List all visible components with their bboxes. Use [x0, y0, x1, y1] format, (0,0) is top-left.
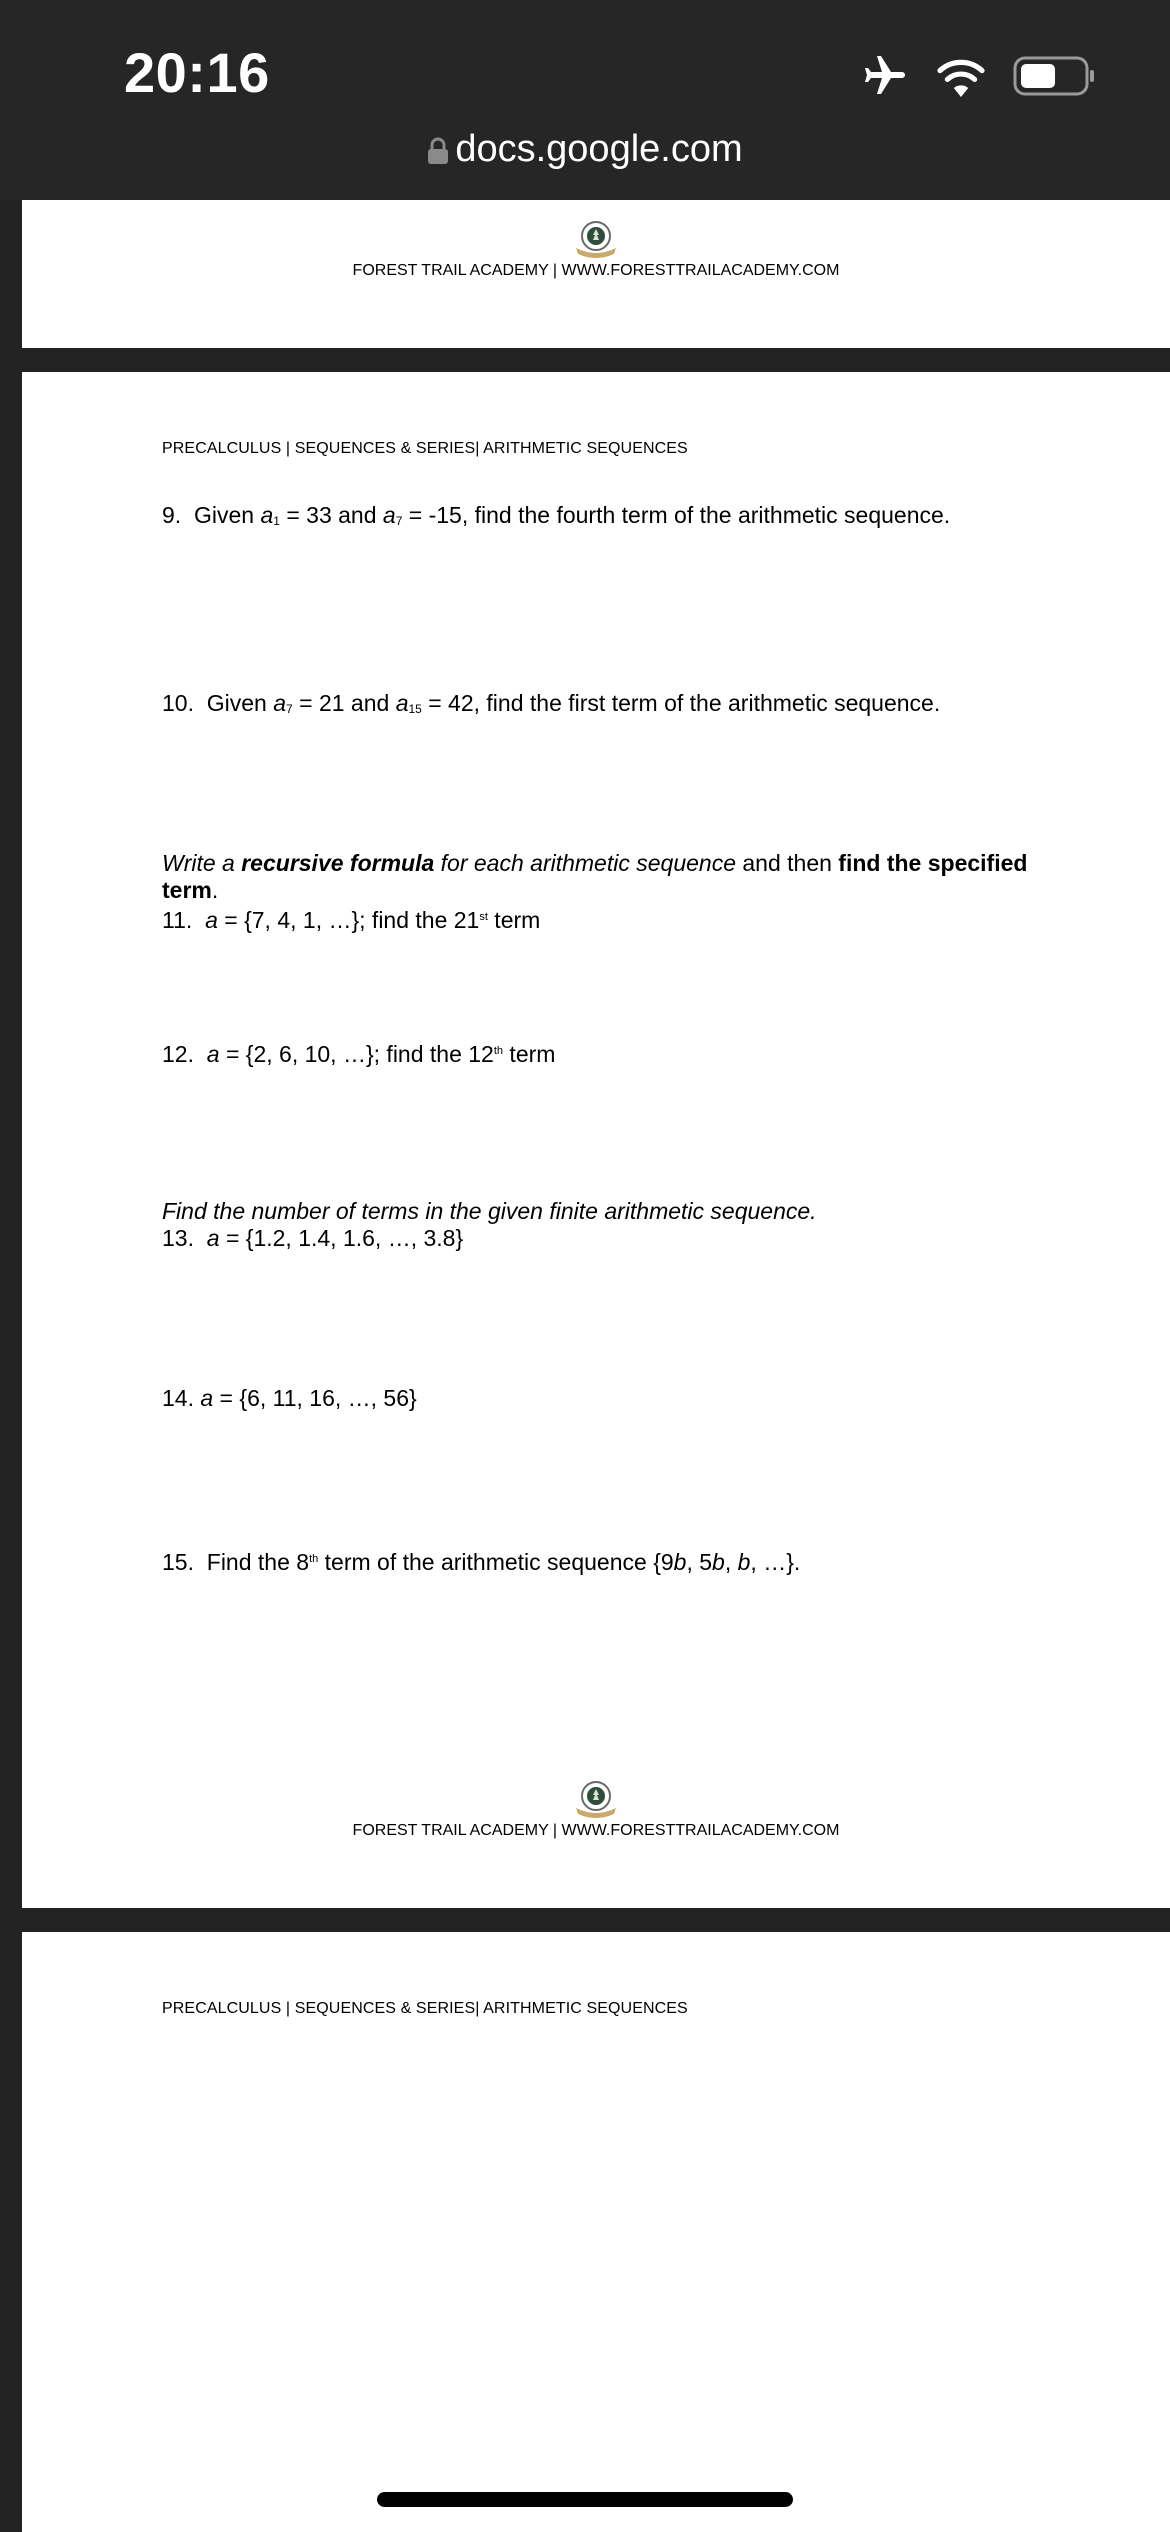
- page-footer: [22, 220, 1170, 280]
- instruction-recursive: Write a recursive formula for each arithmetic sequence and then find the specified term.: [162, 850, 1028, 903]
- question-9: 9. Given $a_1 = 33$ and $a_7 = -15$, find the fourth term of the arithmetic sequence.: [162, 502, 951, 528]
- home-indicator[interactable]: [377, 2492, 793, 2507]
- question-12: 12. a = {2, 6, 10, …}; find the 12th term: [162, 1041, 556, 1067]
- airplane-icon: [861, 52, 909, 100]
- status-bar: [0, 0, 1170, 200]
- question-11: 11. a = {7, 4, 1, …}; find the 21st term: [162, 907, 541, 933]
- footer-text: FOREST TRAIL ACADEMY | WWW.FORESTTRAILACADEMY.COM: [352, 1822, 840, 1839]
- address-bar[interactable]: [0, 128, 1170, 171]
- clock: 20:16: [124, 41, 270, 104]
- battery-icon: [1013, 56, 1095, 96]
- question-14: 14. a = {6, 11, 16, …, 56}: [162, 1385, 417, 1411]
- question-15: 15. Find the 8th term of the arithmetic sequence {9b, 5b, b, …}.: [162, 1549, 801, 1575]
- page-header: PRECALCULUS | SEQUENCES & SERIES| ARITHMETIC SEQUENCES: [162, 440, 688, 457]
- page-footer: [22, 1780, 1170, 1840]
- document-page-2: [22, 372, 1170, 1908]
- academy-logo-icon: [572, 1780, 620, 1820]
- footer-text: FOREST TRAIL ACADEMY | WWW.FORESTTRAILACADEMY.COM: [352, 262, 840, 279]
- url-text: docs.google.com: [455, 128, 743, 170]
- question-10: 10. Given $a_7 = 21$ and $a_{15} = 42$, find the first term of the arithmetic sequence.: [162, 690, 941, 716]
- academy-logo-icon: [572, 220, 620, 260]
- question-13: 13. a = {1.2, 1.4, 1.6, …, 3.8}: [162, 1225, 464, 1251]
- document-page-1: [22, 200, 1170, 348]
- page-header: PRECALCULUS | SEQUENCES & SERIES| ARITHMETIC SEQUENCES: [162, 2000, 688, 2017]
- wifi-icon: [935, 55, 987, 97]
- instruction-number-of-terms: Find the number of terms in the given finite arithmetic sequence.: [162, 1198, 817, 1224]
- document-page-3: [22, 1932, 1170, 2532]
- lock-icon: [427, 137, 449, 165]
